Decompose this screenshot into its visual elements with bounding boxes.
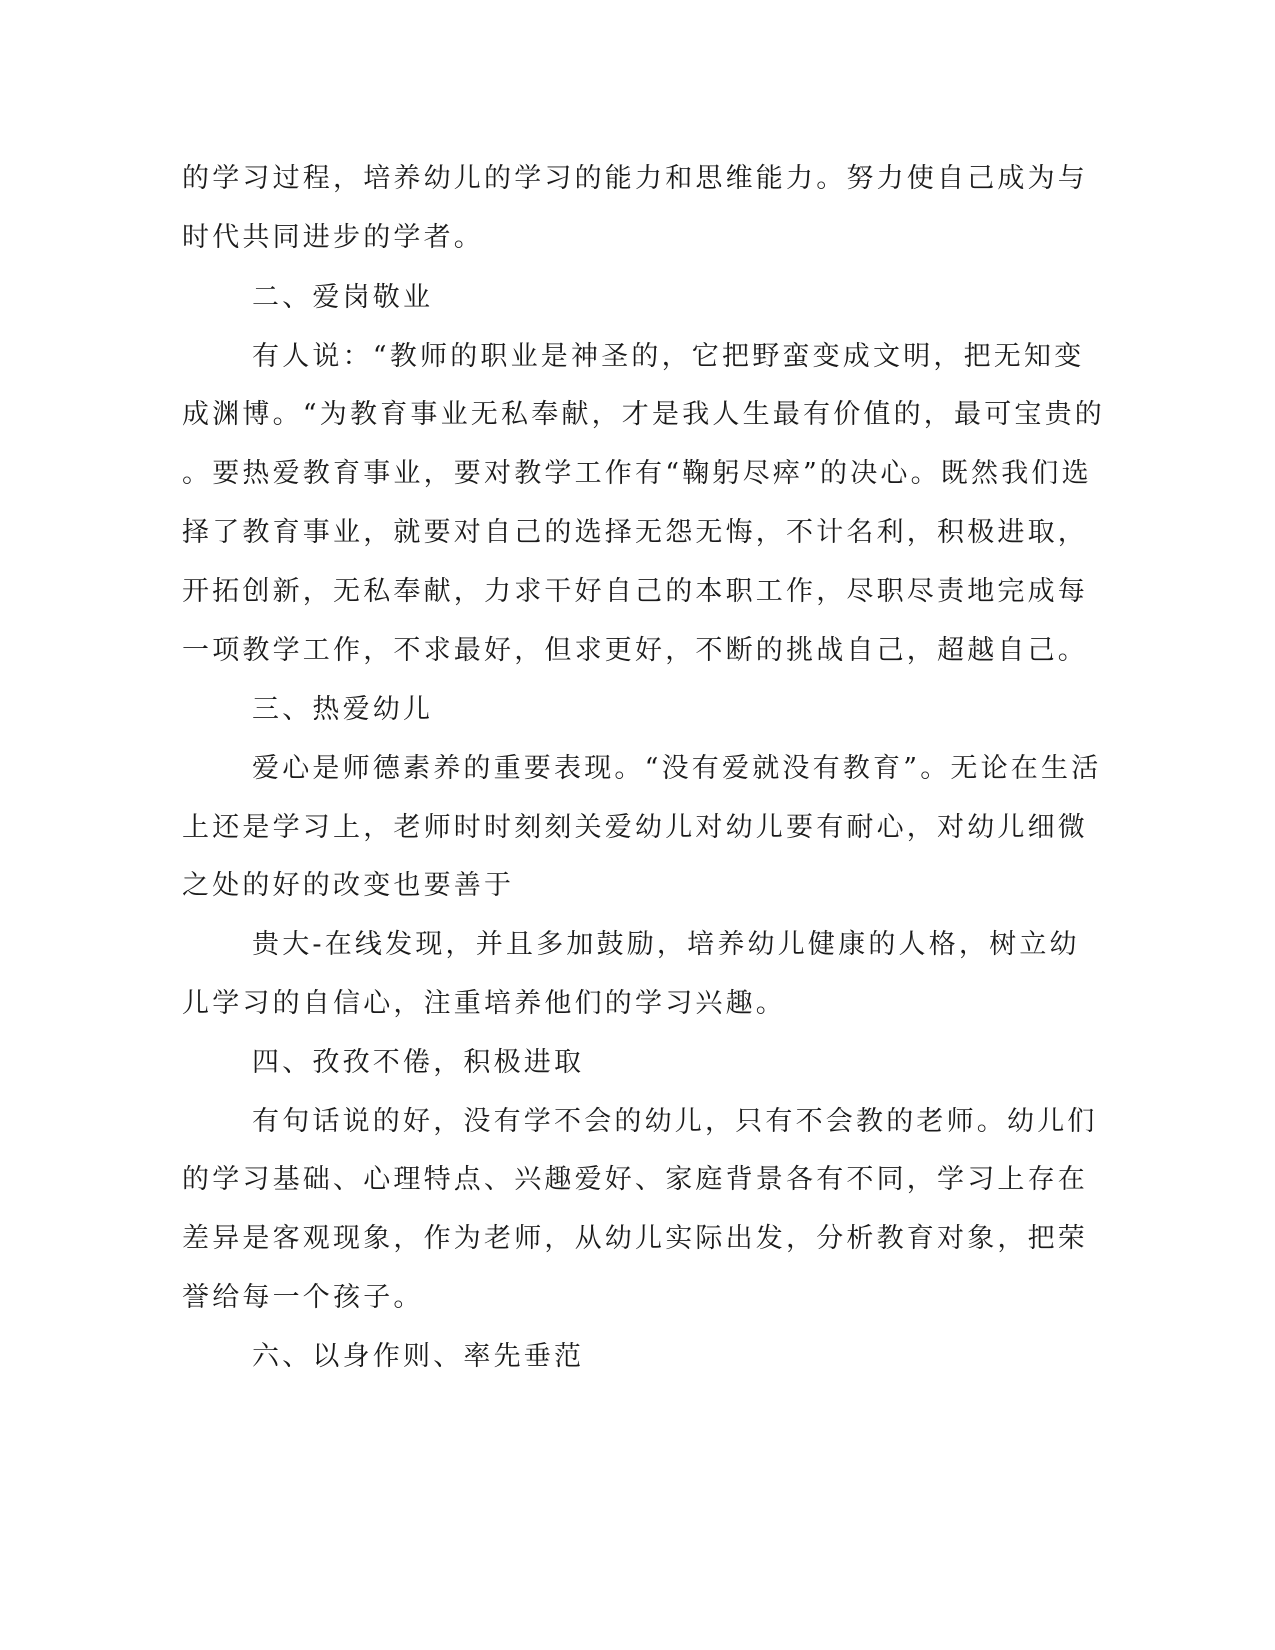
section-heading-2: 二、爱岗敬业 <box>252 282 434 313</box>
paragraph-line: 一项教学工作，不求最好，但求更好，不断的挑战自己，超越自己。 <box>182 635 1088 666</box>
paragraph-line: 之处的好的改变也要善于 <box>182 870 515 901</box>
paragraph-line: 爱心是师德素养的重要表现。“没有爱就没有教育”。无论在生活 <box>252 753 1102 784</box>
paragraph-line: 有人说：“教师的职业是神圣的，它把野蛮变成文明，把无知变 <box>252 341 1085 372</box>
paragraph-line: 。要热爱教育事业，要对教学工作有“鞠躬尽瘁”的决心。既然我们选 <box>182 458 1092 489</box>
paragraph-line: 开拓创新，无私奉献，力求干好自己的本职工作，尽职尽责地完成每 <box>182 576 1088 607</box>
section-heading-4: 四、孜孜不倦，积极进取 <box>252 1047 585 1078</box>
paragraph-line: 贵大-在线发现，并且多加鼓励，培养幼儿健康的人格，树立幼 <box>252 929 1080 960</box>
section-heading-3: 三、热爱幼儿 <box>252 694 434 725</box>
paragraph-line: 的学习基础、心理特点、兴趣爱好、家庭背景各有不同，学习上存在 <box>182 1164 1088 1195</box>
paragraph-line: 时代共同进步的学者。 <box>182 222 484 253</box>
paragraph-line: 儿学习的自信心，注重培养他们的学习兴趣。 <box>182 988 786 1019</box>
paragraph-line: 上还是学习上，老师时时刻刻关爱幼儿对幼儿要有耐心，对幼儿细微 <box>182 812 1088 843</box>
paragraph-line: 差异是客观现象，作为老师，从幼儿实际出发，分析教育对象，把荣 <box>182 1223 1088 1254</box>
paragraph-line: 择了教育事业，就要对自己的选择无怨无悔，不计名利，积极进取， <box>182 517 1088 548</box>
paragraph-line: 的学习过程，培养幼儿的学习的能力和思维能力。努力使自己成为与 <box>182 163 1088 194</box>
paragraph-line: 成渊博。“为教育事业无私奉献，才是我人生最有价值的，最可宝贵的 <box>182 399 1106 430</box>
paragraph-line: 誉给每一个孩子。 <box>182 1282 424 1313</box>
paragraph-line: 有句话说的好，没有学不会的幼儿，只有不会教的老师。幼儿们 <box>252 1106 1098 1137</box>
section-heading-6: 六、以身作则、率先垂范 <box>252 1341 585 1372</box>
